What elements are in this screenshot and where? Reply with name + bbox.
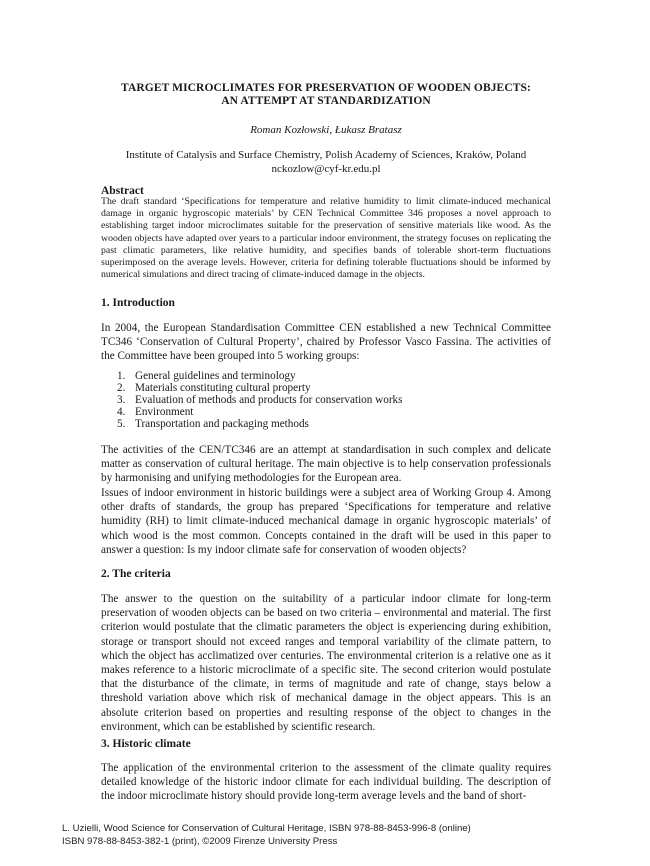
affiliation [101,148,551,176]
list-item: 2. Materials constituting cultural property [117,382,311,394]
list-item: 5. Transportation and packaging methods [117,418,309,430]
institute: Institute of Catalysis and Surface Chemistry, Polish Academy of Sciences, Kraków, Poland [125,149,527,161]
footer-line-1: L. Uzielli, Wood Science for Conservation of Cultural Heritage, ISBN 978-88-8453-996-8 (online) [62,823,471,834]
paper-title [101,82,551,108]
abstract-heading: Abstract [101,185,144,197]
abstract-text: The draft standard ‘Specifications for temperature and relative humidity to limit climate-induced mechanical damage in organic hygroscopic materials’ by CEN Technical Committee 346 proposes a novel approach to establishing target indoor microclimates suitable for the preservation of sensitive materials like wood. As the wooden objects have adapted over years to a particular indoor environment, the strategy focuses on replicating the past climatic parameters, like relative humidity, and specifies bands of tolerable short-term fluctuations superimposed on the average levels. However, criteria for defining tolerable fluctuations should be informed by numerical simulations and direct tracing of climate-induced damage in the objects. [101,196,551,281]
working-groups-list [117,370,403,430]
section-heading-historic-climate: 3. Historic climate [101,738,191,750]
historic-paragraph: The application of the environmental criterion to the assessment of the climate quality requires detailed knowledge of the historic indoor climate for each individual building. The description of the indoor microclimate history should provide long-term average levels and the band of short- [101,762,551,803]
footer-line-2: ISBN 978-88-8453-382-1 (print), ©2009 Firenze University Press [62,836,338,847]
list-item: 3. Evaluation of methods and products for conservation works [117,394,403,406]
list-item: 1. General guidelines and terminology [117,370,296,382]
intro-paragraph-3: Issues of indoor environment in historic buildings were a subject area of Working Group 4. Among other drafts of standards, the group has prepared ‘Specifications for temperature and relative humidity (RH) to limit climate-induced mechanical damage in organic hygroscopic materials’ of which wood is the most common. Concepts contained in the draft will be used in this paper to answer a question: Is my indoor climate safe for conservation of wooden objects? [101,487,551,556]
section-heading-introduction: 1. Introduction [101,297,175,309]
title-line-1: TARGET MICROCLIMATES FOR PRESERVATION OF WOODEN OBJECTS: [121,82,531,94]
section-heading-criteria: 2. The criteria [101,568,171,580]
publication-footer [62,822,471,848]
title-line-2: AN ATTEMPT AT STANDARDIZATION [221,95,431,107]
intro-paragraph-1: In 2004, the European Standardisation Committee CEN established a new Technical Committee TC346 ‘Conservation of Cultural Property’, chaired by Professor Vasco Fassina. The activities of the Committee have been grouped into 5 working groups: [101,322,551,363]
email: nckozlow@cyf-kr.edu.pl [271,163,381,175]
authors: Roman Kozłowski, Łukasz Bratasz [250,124,402,136]
list-item: 4. Environment [117,406,194,418]
criteria-paragraph: The answer to the question on the suitability of a particular indoor climate for long-term preservation of wooden objects can be based on two criteria – environmental and material. The first criterion would postulate that the climatic parameters the object is experiencing during exhibition, storage or transport should not exceed ranges and temporal variability of the climate pattern, to which the object has acclimatized over centuries. The environmental criterion is a relative one as it makes reference to a historic microclimate of a specific site. The second criterion would postulate that the disturbance of the climate, in terms of magnitude and rate of change, stays below a threshold variation above which risk of mechanical damage in the object appears. This is an absolute criterion based on properties and resulting response of the object to changes in the environment, which can be established by scientific research. [101,593,551,733]
intro-paragraph-2: The activities of the CEN/TC346 are an attempt at standardisation in such complex and delicate matter as conservation of cultural heritage. The main objective is to help conservation professionals by harmonising and unifying methodologies for the European area. [101,444,551,485]
